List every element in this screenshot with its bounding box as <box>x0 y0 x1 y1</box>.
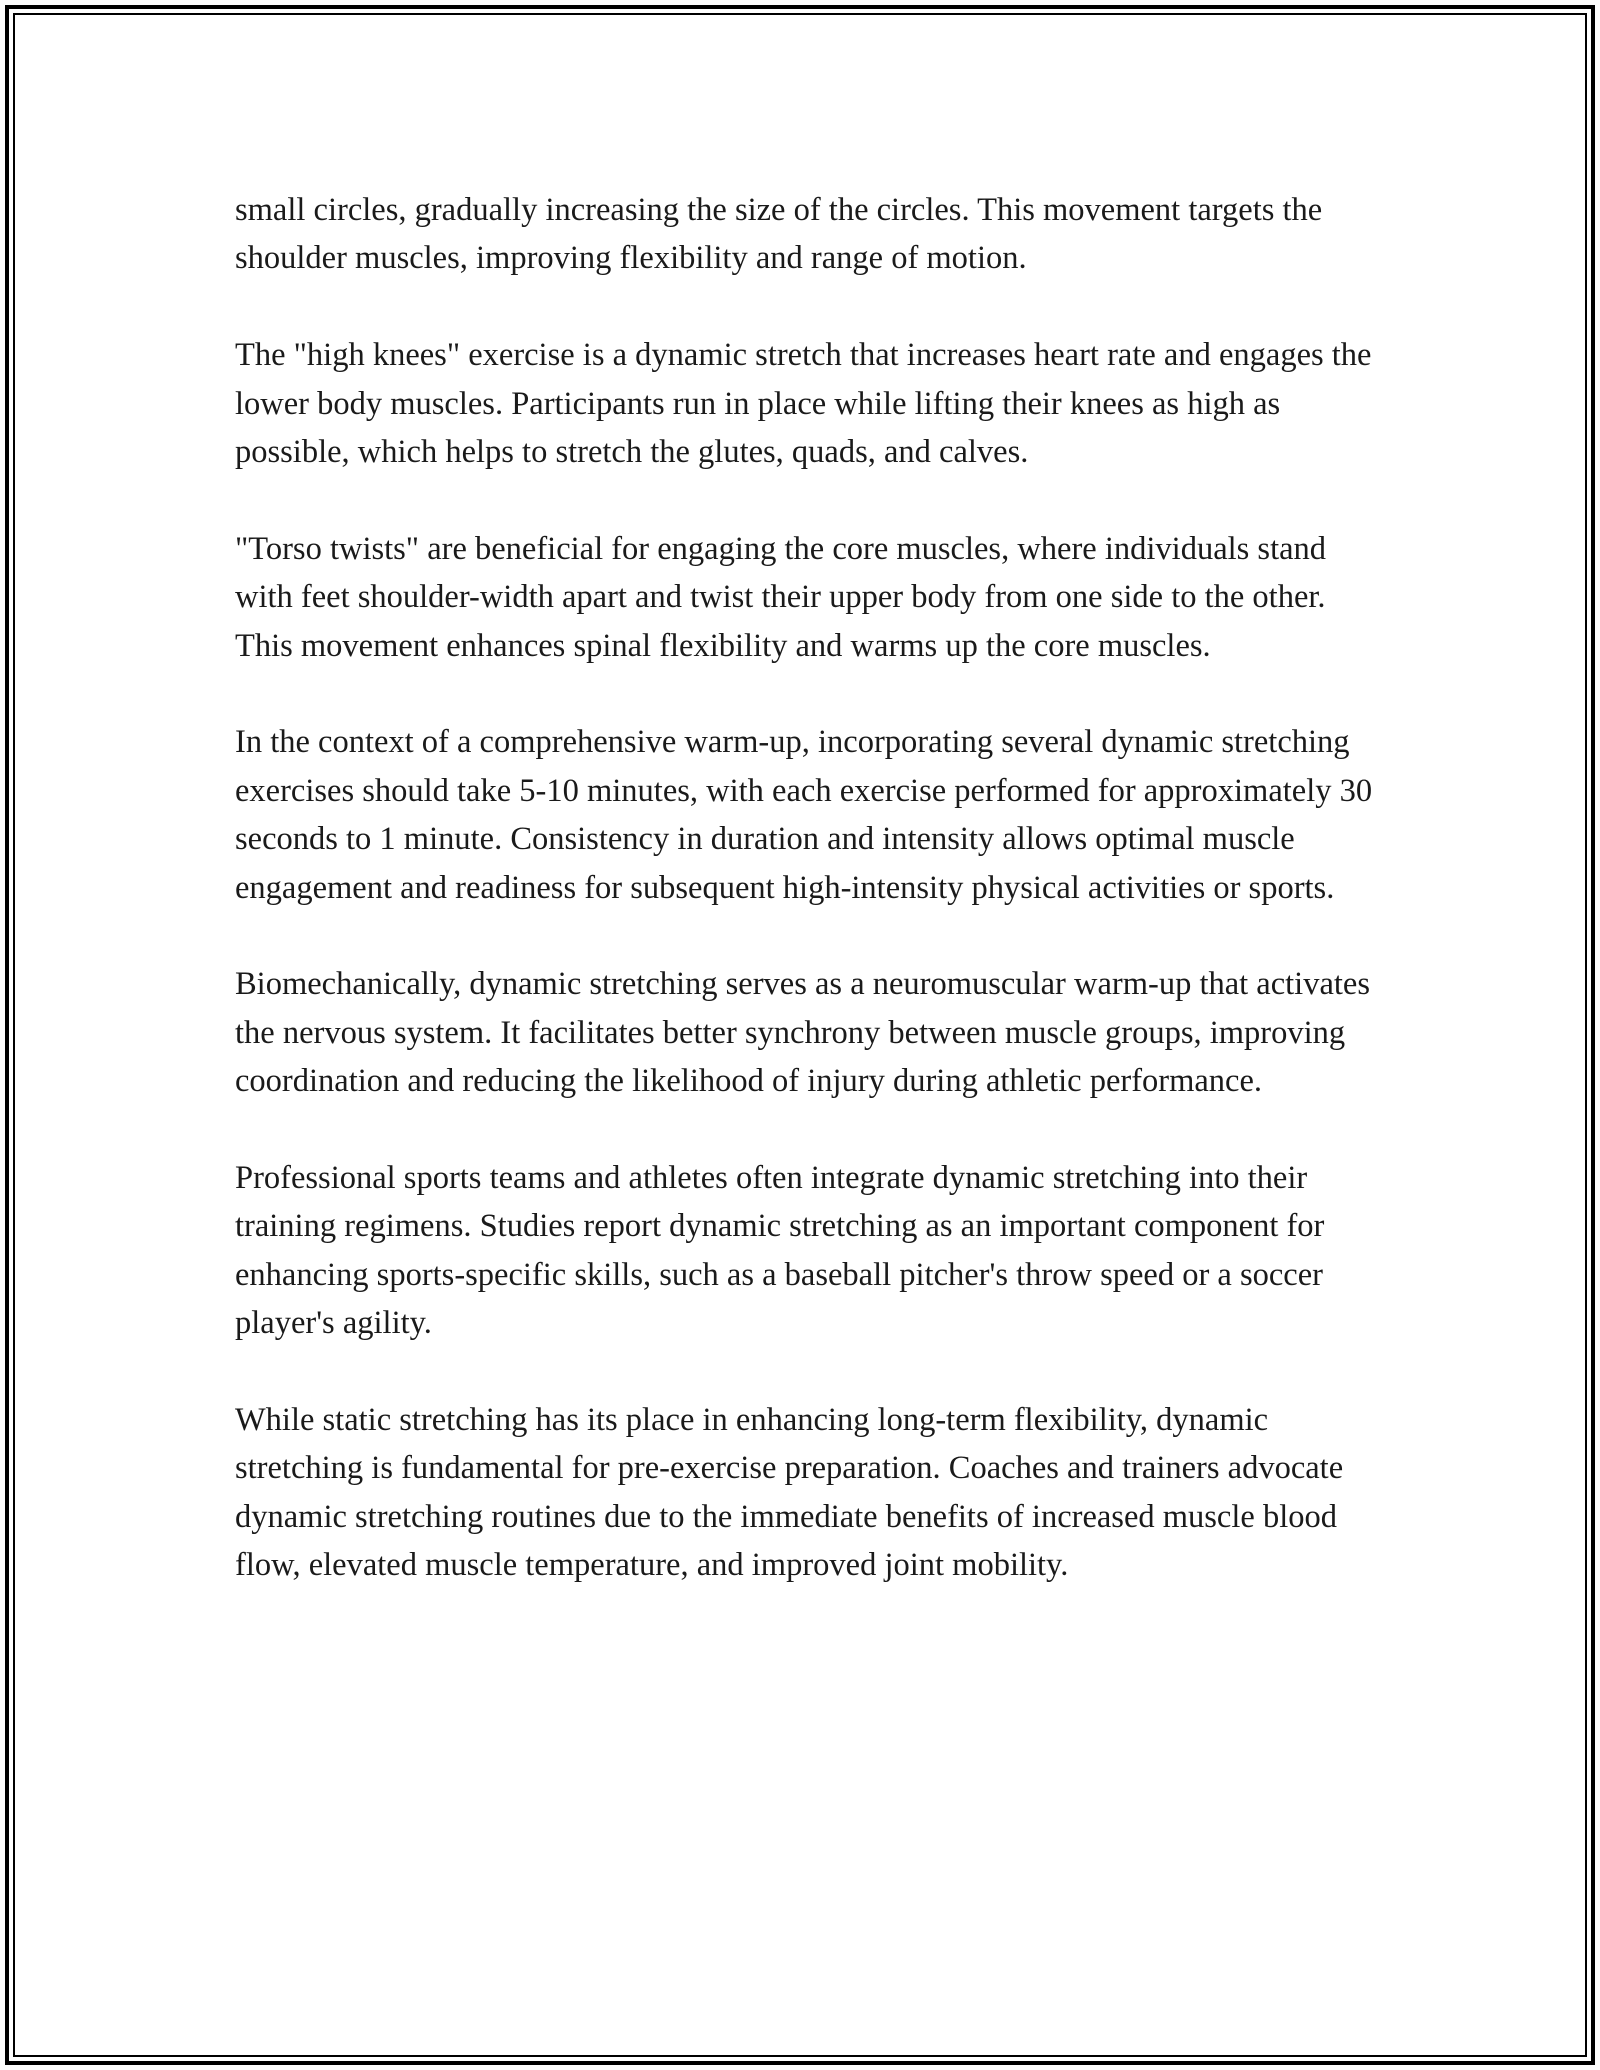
paragraph-torso-twists: "Torso twists" are beneficial for engaging the core muscles, where individuals stand with feet shoulder-width apart and twist their upper body from one side to the other. This movement enhances spinal flexibility and warms up the core muscles. <box>235 530 1327 664</box>
paragraph-warm-up-duration: In the context of a comprehensive warm-up, incorporating several dynamic stretching exercises should take 5-10 minutes, with each exercise performed for approximately 30 seconds to 1 minute. Consistency in duration and intensity allows optimal muscle engagement and readiness for subsequent high-intensity physical activities or sports. <box>235 724 1373 906</box>
paragraph-static-vs-dynamic: While static stretching has its place in enhancing long-term flexibility, dynamic stretching is fundamental for pre-exercise preparation. Coaches and trainers advocate dynamic stretching routines due to the immediate benefits of increased muscle blood flow, elevated muscle temperature, and improved joint mobility. <box>235 1402 1344 1584</box>
document-body <box>235 186 1375 1590</box>
paragraph-high-knees: The "high knees" exercise is a dynamic stretch that increases heart rate and engages the lower body muscles. Participants run in place while lifting their knees as high as possible, which helps to stretch the glutes, quads, and calves. <box>235 337 1372 471</box>
paragraph-professional-sports: Professional sports teams and athletes often integrate dynamic stretching into their training regimens. Studies report dynamic stretching as an important component for enhancing sports-specific skills, such as a baseball pitcher's throw speed or a soccer player's agility. <box>235 1160 1325 1342</box>
paragraph-biomechanics: Biomechanically, dynamic stretching serves as a neuromuscular warm-up that activates the nervous system. It facilitates better synchrony between muscle groups, improving coordination and reducing the likelihood of injury during athletic performance. <box>235 966 1370 1100</box>
paragraph-shoulder-circles: small circles, gradually increasing the size of the circles. This movement targets the shoulder muscles, improving flexibility and range of motion. <box>235 192 1323 277</box>
